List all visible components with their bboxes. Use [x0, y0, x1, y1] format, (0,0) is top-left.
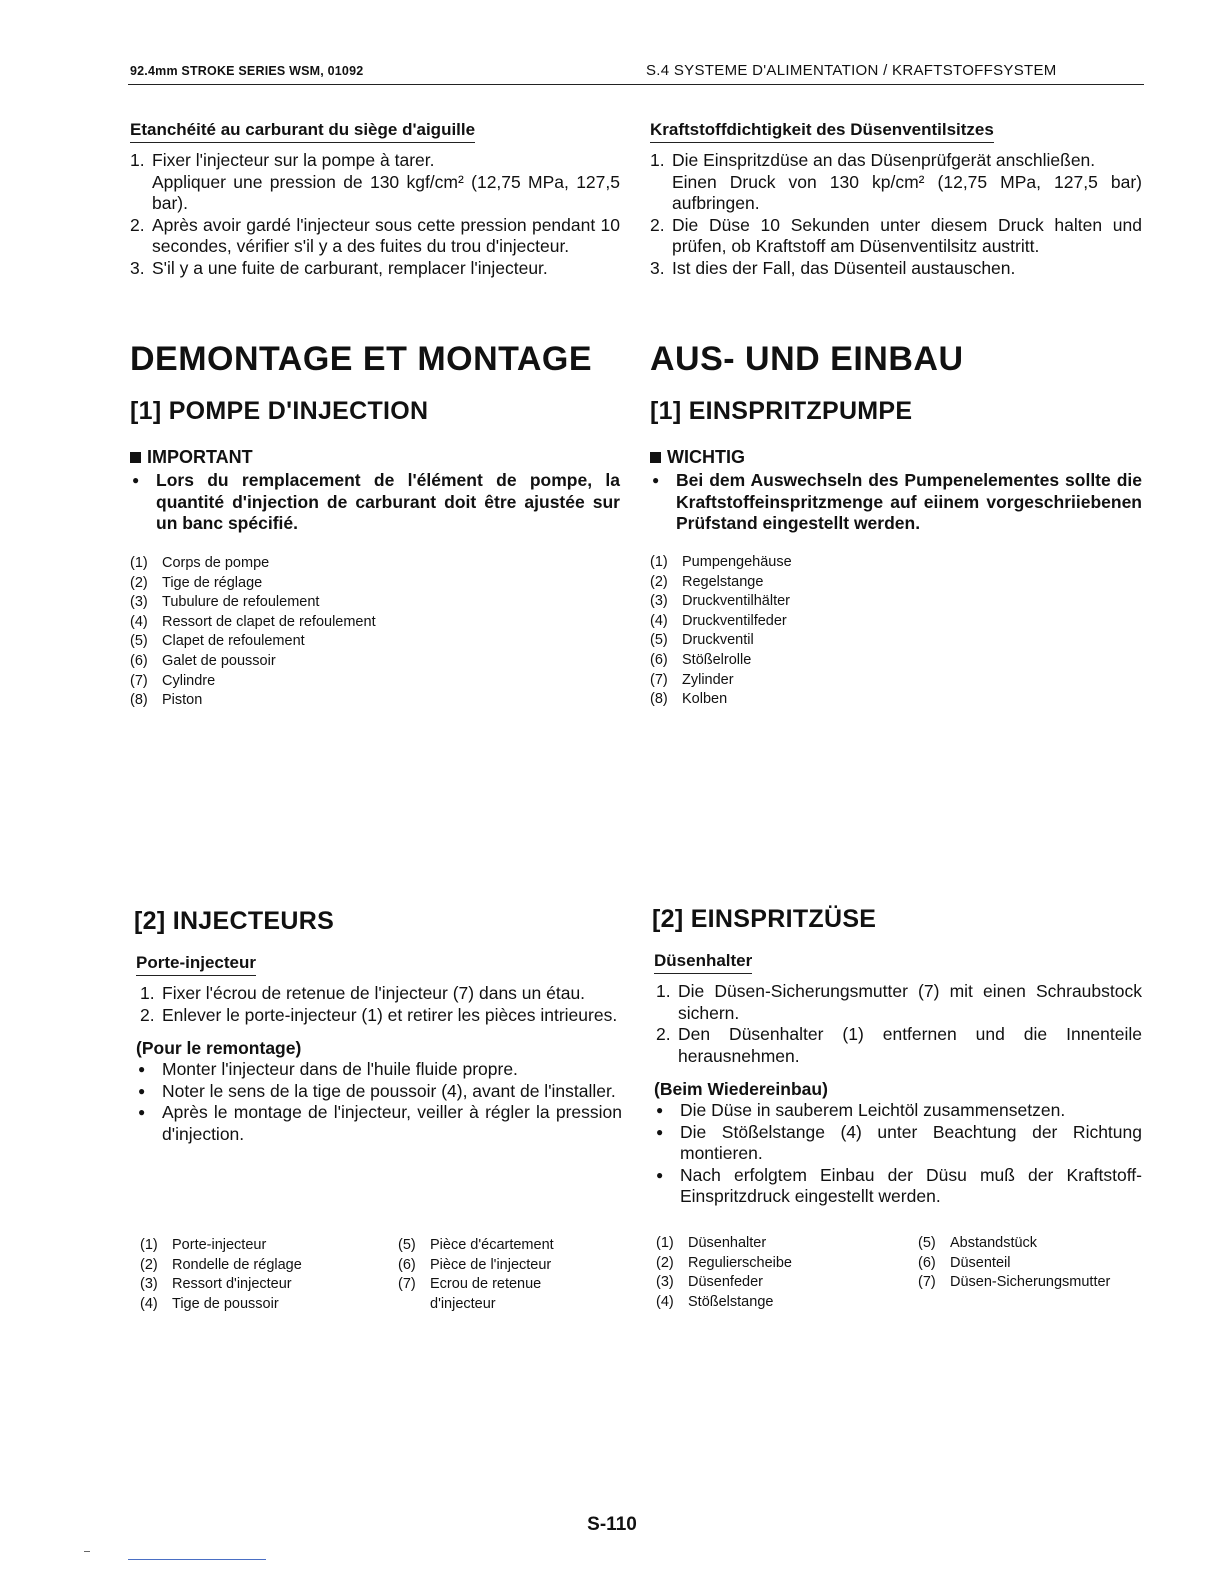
list-item: (5) Abstandstück [918, 1235, 1038, 1251]
square-bullet-icon [650, 452, 661, 463]
de-pump-title: [1] EINSPRITZPUMPE [650, 397, 913, 425]
list-item: 1. Die Einspritzdüse an das Düsenprüfgerät anschließen. [650, 150, 1096, 170]
list-item: 1. Fixer l'injecteur sur la pompe à tarer. [130, 150, 435, 170]
header-left: 92.4mm STROKE SERIES WSM, 01092 [130, 64, 364, 78]
list-item: (6) Düsenteil [918, 1254, 1011, 1271]
fr-pump-parts [130, 554, 620, 711]
list-item: (4) Stößelstange [656, 1293, 774, 1310]
list-item: 2. Den Düsenhalter (1) entfernen und die Innenteile herausnehmen. [656, 1024, 1142, 1066]
de-holder-section [654, 951, 1142, 1208]
de-important [650, 447, 1142, 535]
list-item: ● Nach erfolgtem Einbau der Düsu muß der Kraftstoff- Einspritzdruck eingestellt werden. [654, 1165, 1142, 1208]
fr-holder-title: Porte-injecteur [136, 953, 256, 976]
list-item: 3. S'il y a une fuite de carburant, remplacer l'injecteur. [130, 257, 548, 278]
list-item: ● Die Stößelstange (4) unter Beachtung der Richtung montieren. [654, 1122, 1142, 1165]
list-item: (5) Druckventil [650, 632, 754, 649]
list-item: (7) Zylinder [650, 671, 734, 688]
list-item: (6) Pièce de l'injecteur [398, 1256, 552, 1273]
list-item: (3) Ressort d'injecteur [140, 1276, 292, 1293]
fr-reassembly-list [136, 1059, 622, 1145]
margin-mark [84, 1551, 90, 1552]
list-item: 2. Die Düse 10 Sekunden unter diesem Druck halten und prüfen, ob Kraftstoff am Düsenventilsitz austritt. [650, 214, 1142, 256]
list-item: (6) Galet de poussoir [130, 652, 276, 669]
list-item: (1) Corps de pompe [130, 555, 270, 571]
fr-reassembly-label: (Pour le remontage) [136, 1038, 302, 1058]
list-item: d'injecteur [430, 1295, 496, 1312]
footer-link-line [128, 1559, 266, 1560]
de-holder-steps [654, 981, 1142, 1067]
list-item: (1) Pumpengehäuse [650, 554, 792, 570]
list-item: 3. Ist dies der Fall, das Düsenteil austauschen. [650, 257, 1016, 278]
fr-seat-section [130, 120, 620, 279]
list-item: ● Après le montage de l'injecteur, veiller à régler la pression d'injection. [136, 1102, 622, 1145]
list-item: ● Noter le sens de la tige de poussoir (4), avant de l'installer. [136, 1081, 622, 1103]
de-pump-parts [650, 553, 1142, 710]
list-item: (7) Cylindre [130, 672, 216, 689]
fr-pump-title: [1] POMPE D'INJECTION [130, 397, 429, 425]
de-important-text: ● Bei dem Auswechseln des Pumpenelementes sollte die Kraftstoffeinspritzmenge auf eiinem vorgeschriiebenen Prüfstand eingestellt werden. [650, 470, 1142, 535]
fr-holder-steps [136, 983, 622, 1026]
fr-big-title: DEMONTAGE ET MONTAGE [130, 340, 593, 378]
list-item: (4) Tige de poussoir [140, 1295, 279, 1312]
list-item: 2. Après avoir gardé l'injecteur sous cette pression pendant 10 secondes, vérifier s'il y a des fuites du trou d'injecteur. [130, 214, 620, 256]
list-item: (3) Tubulure de refoulement [130, 594, 320, 611]
de-holder-title: Düsenhalter [654, 951, 752, 974]
list-item: (2) Rondelle de réglage [140, 1256, 302, 1273]
list-item: 2. Enlever le porte-injecteur (1) et retirer les pièces intrieures. [140, 1004, 618, 1025]
list-item: ● Monter l'injecteur dans de l'huile fluide propre. [136, 1059, 622, 1081]
list-item: (2) Regulierscheibe [656, 1254, 792, 1271]
square-bullet-icon [130, 452, 141, 463]
fr-important-list [130, 470, 620, 535]
list-item: (4) Druckventilfeder [650, 612, 787, 629]
de-big-title: AUS- UND EINBAU [650, 340, 964, 378]
fr-important-label: IMPORTANT [130, 447, 620, 468]
de-seat-title: Kraftstoffdichtigkeit des Düsenventilsitzes [650, 120, 994, 143]
de-injector-parts-a [656, 1234, 896, 1312]
list-item: (8) Kolben [650, 691, 728, 708]
de-important-label: WICHTIG [650, 447, 1142, 468]
list-item: (7) Düsen-Sicherungsmutter [918, 1274, 1111, 1291]
de-seat-steps [650, 150, 1142, 279]
header-right: S.4 SYSTEME D'ALIMENTATION / KRAFTSTOFFSYSTEM [646, 62, 1057, 79]
list-item: (2) Tige de réglage [130, 574, 263, 591]
de-injector-parts-b [918, 1234, 1144, 1293]
list-item: (2) Regelstange [650, 573, 764, 590]
de-injector-title: [2] EINSPRITZÜSE [652, 905, 877, 933]
list-item: (3) Düsenfeder [656, 1274, 763, 1291]
fr-injector-title: [2] INJECTEURS [134, 907, 335, 935]
fr-seat-steps [130, 150, 620, 279]
fr-injector-parts-b [398, 1236, 618, 1314]
de-important-list [650, 470, 1142, 535]
list-item: (4) Ressort de clapet de refoulement [130, 613, 376, 630]
list-item: 1. Die Düsen-Sicherungsmutter (7) mit einen Schraubstock sichern. [656, 981, 1142, 1023]
list-item: (6) Stößelrolle [650, 651, 752, 668]
list-item: (5) Pièce d'écartement [398, 1237, 554, 1253]
page-number: S-110 [587, 1514, 637, 1535]
fr-seat-title: Etanchéité au carburant du siège d'aiguille [130, 120, 475, 143]
list-item: ● Die Düse in sauberem Leichtöl zusammensetzen. [654, 1100, 1142, 1122]
de-seat-section [650, 120, 1142, 279]
fr-injector-parts-a [140, 1236, 380, 1314]
list-item: (3) Druckventilhälter [650, 593, 790, 610]
list-item: Appliquer une pression de 130 kgf/cm² (12,75 MPa, 127,5 bar). [152, 171, 620, 213]
de-reassembly-label: (Beim Wiedereinbau) [654, 1079, 828, 1099]
list-item: (8) Piston [130, 692, 203, 709]
fr-important-text: ● Lors du remplacement de l'élément de pompe, la quantité d'injection de carburant doit être ajustée sur un banc spécifié. [130, 470, 620, 535]
list-item: (5) Clapet de refoulement [130, 633, 305, 650]
list-item: Einen Druck von 130 kp/cm² (12,75 MPa, 127,5 bar) aufbringen. [672, 171, 1142, 213]
header-rule [128, 84, 1144, 85]
list-item: (1) Düsenhalter [656, 1235, 767, 1251]
fr-holder-section [136, 953, 622, 1145]
list-item: (7) Ecrou de retenue [398, 1276, 542, 1293]
list-item: 1. Fixer l'écrou de retenue de l'injecteur (7) dans un étau. [140, 983, 586, 1003]
list-item: (1) Porte-injecteur [140, 1237, 267, 1253]
fr-important [130, 447, 620, 535]
de-reassembly-list [654, 1100, 1142, 1208]
